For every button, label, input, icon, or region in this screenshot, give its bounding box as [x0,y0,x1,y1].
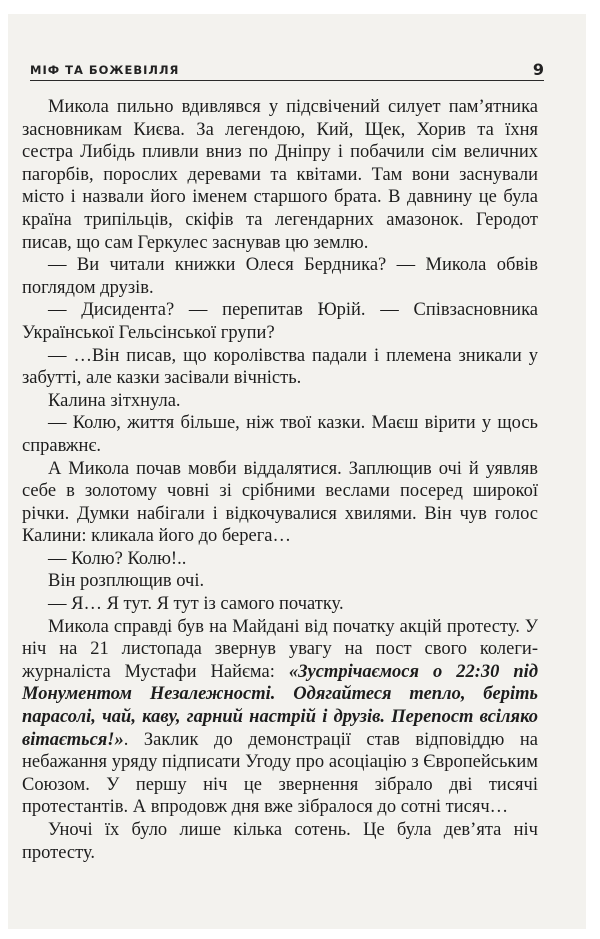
paragraph: Уночі їх було лише кілька сотень. Це була дев’ята ніч протесту. [22,820,538,863]
header-title: МІФ ТА БОЖЕВІЛЛЯ [30,63,180,77]
page-number: 9 [532,60,544,79]
paragraph-text: . Заклик до демонстрації став відповіддю на небажання уряду підписати Угоду про асоціацію з Європейським Союзом. У першу ніч це звернення зібрало дві тисячі протестантів. А впродовж дня вже зібралося до сотні тисяч… [22,729,538,818]
paragraph: — Я… Я тут. Я тут із самого початку. [48,594,344,615]
paragraph: Він розплющив очі. [48,571,205,592]
paragraph: — Ви читали книжки Олеся Бердника? — Микола обвів поглядом друзів. [22,255,538,298]
paragraph: Калина зітхнула. [48,390,181,411]
paragraph: — Дисидента? — перепитав Юрій. — Співзасновника Української Гельсінської групи? [22,300,538,343]
paragraph: — Колю, життя більше, ніж твої казки. Маєш вірити у щось справжнє. [22,413,538,456]
running-header [30,60,544,81]
body-text [22,96,538,864]
maidan-paragraph [22,616,538,819]
paragraph: — Колю? Колю!.. [48,548,187,569]
quoted-post: «Зустрічаємося о 22:30 під Монументом Незалежності. Одягайтеся тепло, беріть парасолі, чай, каву, гарний настрій і друзів. Перепост всіляко вітається!» [22,661,538,750]
paragraph: Микола пильно вдивлявся у підсвічений силует пам’ятника засновникам Києва. За легендою, Кий, Щек, Хорив та їхня сестра Либідь пливли вниз по Дніпру і побачили сім величних пагорбів, порослих деревами та квітами. Там вони заснували місто і назвали його іменем старшого брата. В давнину це була країна трипільців, скіфів та легендарних амазонок. Геродот писав, що сам Геркулес заснував цю землю. [22,97,538,253]
paragraph: А Микола почав мовби віддалятися. Заплющив очі й уявляв себе в золотому човні зі срібними веслами посеред широкої річки. Думки набігали і відкочувалися хвилями. Він чув голос Калини: кликала його до берега… [22,458,538,547]
paragraph-text: Микола справді був на Майдані від початку акцій протесту. У ніч на 21 листопада звернув увагу на пост свого колеги-журналіста Мустафи Найєма: [22,616,538,682]
paragraph: — …Він писав, що королівства падали і племена зникали у забутті, але казки засівали вічність. [22,345,538,389]
